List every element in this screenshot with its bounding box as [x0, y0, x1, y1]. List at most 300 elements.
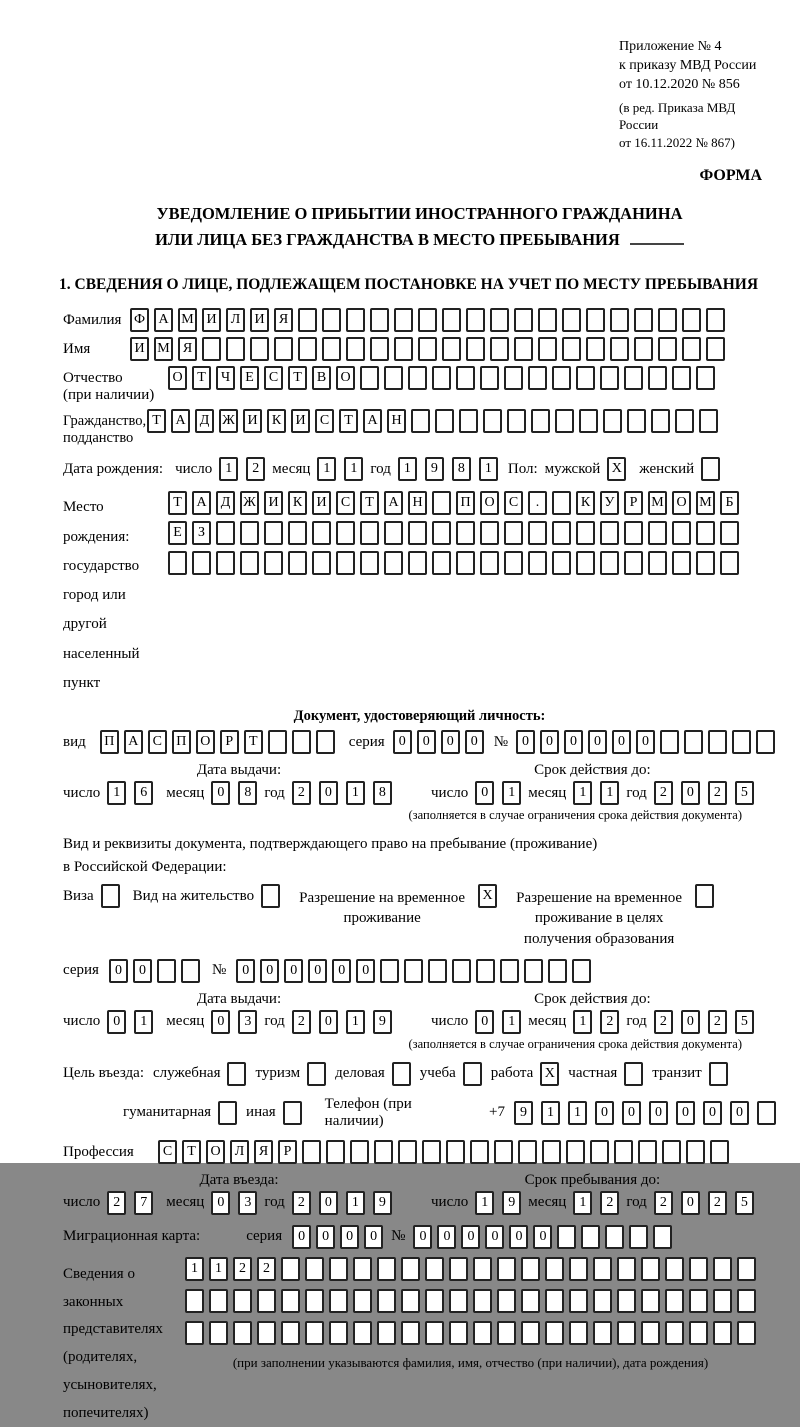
char-cell[interactable]: 0 [516, 730, 535, 754]
char-cell[interactable] [617, 1289, 636, 1313]
purpose-other-checkbox[interactable] [283, 1101, 302, 1125]
char-cell[interactable] [257, 1321, 276, 1345]
char-cell[interactable] [627, 409, 646, 433]
char-cell[interactable] [552, 521, 571, 545]
char-cell[interactable]: 0 [475, 1010, 494, 1034]
char-cell[interactable] [216, 521, 235, 545]
char-cell[interactable] [528, 551, 547, 575]
char-cell[interactable] [521, 1289, 540, 1313]
char-cell[interactable] [257, 1289, 276, 1313]
char-cell[interactable] [531, 409, 550, 433]
char-cell[interactable] [593, 1321, 612, 1345]
char-cell[interactable]: Т [244, 730, 263, 754]
char-cell[interactable] [720, 551, 739, 575]
char-cell[interactable]: 0 [211, 781, 230, 805]
char-cell[interactable] [329, 1257, 348, 1281]
char-cell[interactable]: 0 [417, 730, 436, 754]
char-cell[interactable] [624, 366, 643, 390]
char-cell[interactable]: 0 [260, 959, 279, 983]
char-cell[interactable] [353, 1321, 372, 1345]
char-cell[interactable] [638, 1140, 657, 1164]
char-cell[interactable] [699, 409, 718, 433]
char-cell[interactable]: 1 [573, 1191, 592, 1215]
char-cell[interactable]: 1 [475, 1191, 494, 1215]
char-cell[interactable] [432, 521, 451, 545]
char-cell[interactable] [497, 1289, 516, 1313]
char-cell[interactable] [305, 1321, 324, 1345]
char-cell[interactable]: 8 [238, 781, 257, 805]
char-cell[interactable]: В [312, 366, 331, 390]
char-cell[interactable] [449, 1289, 468, 1313]
char-cell[interactable] [528, 366, 547, 390]
char-cell[interactable] [648, 521, 667, 545]
char-cell[interactable]: 0 [107, 1010, 126, 1034]
char-cell[interactable]: Т [288, 366, 307, 390]
char-cell[interactable]: Я [178, 337, 197, 361]
char-cell[interactable] [380, 959, 399, 983]
char-cell[interactable]: Т [168, 491, 187, 515]
char-cell[interactable] [425, 1257, 444, 1281]
char-cell[interactable] [610, 308, 629, 332]
char-cell[interactable] [459, 409, 478, 433]
char-cell[interactable]: И [291, 409, 310, 433]
char-cell[interactable] [360, 551, 379, 575]
char-cell[interactable] [274, 337, 293, 361]
char-cell[interactable]: 0 [588, 730, 607, 754]
char-cell[interactable] [480, 551, 499, 575]
char-cell[interactable]: К [576, 491, 595, 515]
purpose-tourism-checkbox[interactable] [307, 1062, 326, 1086]
char-cell[interactable] [605, 1225, 624, 1249]
char-cell[interactable] [233, 1321, 252, 1345]
char-cell[interactable] [466, 337, 485, 361]
char-cell[interactable]: 6 [134, 781, 153, 805]
char-cell[interactable]: Е [168, 521, 187, 545]
char-cell[interactable]: О [206, 1140, 225, 1164]
char-cell[interactable] [614, 1140, 633, 1164]
char-cell[interactable] [425, 1289, 444, 1313]
char-cell[interactable] [298, 308, 317, 332]
char-cell[interactable] [552, 366, 571, 390]
char-cell[interactable] [346, 337, 365, 361]
purpose-humanitarian-checkbox[interactable] [218, 1101, 237, 1125]
char-cell[interactable] [590, 1140, 609, 1164]
char-cell[interactable]: 1 [568, 1101, 587, 1125]
char-cell[interactable] [569, 1257, 588, 1281]
char-cell[interactable]: Б [720, 491, 739, 515]
char-cell[interactable]: 0 [332, 959, 351, 983]
char-cell[interactable] [576, 366, 595, 390]
char-cell[interactable]: 1 [346, 781, 365, 805]
char-cell[interactable]: О [672, 491, 691, 515]
char-cell[interactable]: Ж [240, 491, 259, 515]
char-cell[interactable] [665, 1289, 684, 1313]
char-cell[interactable]: 0 [133, 959, 152, 983]
char-cell[interactable]: 0 [461, 1225, 480, 1249]
char-cell[interactable]: И [250, 308, 269, 332]
char-cell[interactable] [710, 1140, 729, 1164]
char-cell[interactable]: 1 [346, 1010, 365, 1034]
char-cell[interactable] [298, 337, 317, 361]
char-cell[interactable]: 0 [364, 1225, 383, 1249]
char-cell[interactable]: 0 [211, 1010, 230, 1034]
char-cell[interactable]: 5 [735, 1191, 754, 1215]
char-cell[interactable]: Т [360, 491, 379, 515]
char-cell[interactable]: 0 [393, 730, 412, 754]
char-cell[interactable] [538, 337, 557, 361]
char-cell[interactable] [346, 308, 365, 332]
char-cell[interactable] [514, 308, 533, 332]
char-cell[interactable]: Е [240, 366, 259, 390]
char-cell[interactable] [545, 1289, 564, 1313]
purpose-private-checkbox[interactable] [624, 1062, 643, 1086]
char-cell[interactable]: Т [182, 1140, 201, 1164]
char-cell[interactable] [302, 1140, 321, 1164]
char-cell[interactable] [408, 521, 427, 545]
char-cell[interactable]: О [336, 366, 355, 390]
char-cell[interactable] [572, 959, 591, 983]
char-cell[interactable] [466, 308, 485, 332]
char-cell[interactable]: Р [624, 491, 643, 515]
char-cell[interactable]: 0 [564, 730, 583, 754]
char-cell[interactable]: 0 [730, 1101, 749, 1125]
char-cell[interactable]: П [100, 730, 119, 754]
char-cell[interactable]: 0 [612, 730, 631, 754]
char-cell[interactable] [514, 337, 533, 361]
char-cell[interactable]: 1 [541, 1101, 560, 1125]
char-cell[interactable] [281, 1289, 300, 1313]
char-cell[interactable] [682, 337, 701, 361]
char-cell[interactable] [408, 551, 427, 575]
char-cell[interactable] [665, 1321, 684, 1345]
char-cell[interactable]: 8 [373, 781, 392, 805]
char-cell[interactable] [240, 551, 259, 575]
char-cell[interactable]: М [696, 491, 715, 515]
char-cell[interactable] [185, 1289, 204, 1313]
char-cell[interactable] [370, 308, 389, 332]
char-cell[interactable] [593, 1257, 612, 1281]
char-cell[interactable] [476, 959, 495, 983]
char-cell[interactable]: Ф [130, 308, 149, 332]
char-cell[interactable] [264, 521, 283, 545]
char-cell[interactable]: 9 [425, 457, 444, 481]
char-cell[interactable]: А [363, 409, 382, 433]
char-cell[interactable] [504, 551, 523, 575]
char-cell[interactable] [336, 551, 355, 575]
char-cell[interactable] [432, 491, 451, 515]
char-cell[interactable] [329, 1289, 348, 1313]
char-cell[interactable] [689, 1321, 708, 1345]
char-cell[interactable]: Я [274, 308, 293, 332]
char-cell[interactable] [480, 366, 499, 390]
char-cell[interactable] [329, 1321, 348, 1345]
char-cell[interactable] [398, 1140, 417, 1164]
char-cell[interactable] [377, 1321, 396, 1345]
char-cell[interactable] [408, 366, 427, 390]
char-cell[interactable] [651, 409, 670, 433]
char-cell[interactable]: 9 [373, 1010, 392, 1034]
temp-residence-education-checkbox[interactable] [695, 884, 714, 908]
purpose-official-checkbox[interactable] [227, 1062, 246, 1086]
char-cell[interactable] [576, 551, 595, 575]
char-cell[interactable] [682, 308, 701, 332]
char-cell[interactable]: Т [192, 366, 211, 390]
char-cell[interactable] [720, 521, 739, 545]
char-cell[interactable]: М [648, 491, 667, 515]
char-cell[interactable] [528, 521, 547, 545]
char-cell[interactable]: 1 [107, 781, 126, 805]
temp-residence-checkbox[interactable]: X [478, 884, 497, 908]
char-cell[interactable] [292, 730, 311, 754]
char-cell[interactable] [394, 308, 413, 332]
char-cell[interactable] [629, 1225, 648, 1249]
char-cell[interactable]: 0 [236, 959, 255, 983]
purpose-study-checkbox[interactable] [463, 1062, 482, 1086]
char-cell[interactable] [360, 521, 379, 545]
char-cell[interactable]: 0 [681, 1191, 700, 1215]
char-cell[interactable] [473, 1321, 492, 1345]
sex-male-checkbox[interactable]: X [607, 457, 626, 481]
char-cell[interactable]: С [336, 491, 355, 515]
char-cell[interactable] [641, 1289, 660, 1313]
char-cell[interactable]: 0 [540, 730, 559, 754]
char-cell[interactable] [634, 308, 653, 332]
char-cell[interactable]: Л [226, 308, 245, 332]
char-cell[interactable] [452, 959, 471, 983]
char-cell[interactable] [756, 730, 775, 754]
char-cell[interactable] [569, 1289, 588, 1313]
char-cell[interactable]: 1 [502, 1010, 521, 1034]
char-cell[interactable] [675, 409, 694, 433]
char-cell[interactable] [555, 409, 574, 433]
char-cell[interactable] [569, 1321, 588, 1345]
char-cell[interactable]: 0 [636, 730, 655, 754]
char-cell[interactable] [548, 959, 567, 983]
char-cell[interactable]: 0 [649, 1101, 668, 1125]
char-cell[interactable]: А [124, 730, 143, 754]
char-cell[interactable] [557, 1225, 576, 1249]
char-cell[interactable] [600, 551, 619, 575]
sex-female-checkbox[interactable] [701, 457, 720, 481]
char-cell[interactable] [240, 521, 259, 545]
char-cell[interactable] [384, 551, 403, 575]
char-cell[interactable] [401, 1289, 420, 1313]
char-cell[interactable]: 2 [654, 1010, 673, 1034]
char-cell[interactable]: Н [408, 491, 427, 515]
char-cell[interactable]: С [504, 491, 523, 515]
char-cell[interactable]: У [600, 491, 619, 515]
char-cell[interactable] [576, 521, 595, 545]
char-cell[interactable]: Ч [216, 366, 235, 390]
char-cell[interactable] [456, 366, 475, 390]
char-cell[interactable]: 0 [622, 1101, 641, 1125]
char-cell[interactable]: 0 [681, 1010, 700, 1034]
char-cell[interactable]: О [168, 366, 187, 390]
char-cell[interactable] [157, 959, 176, 983]
char-cell[interactable]: 1 [134, 1010, 153, 1034]
char-cell[interactable] [562, 337, 581, 361]
visa-checkbox[interactable] [101, 884, 120, 908]
char-cell[interactable]: П [456, 491, 475, 515]
char-cell[interactable]: А [192, 491, 211, 515]
char-cell[interactable]: 1 [573, 781, 592, 805]
char-cell[interactable] [653, 1225, 672, 1249]
char-cell[interactable] [737, 1257, 756, 1281]
char-cell[interactable]: 2 [708, 1191, 727, 1215]
char-cell[interactable] [360, 366, 379, 390]
char-cell[interactable] [757, 1101, 776, 1125]
char-cell[interactable]: О [196, 730, 215, 754]
char-cell[interactable]: 1 [344, 457, 363, 481]
char-cell[interactable] [660, 730, 679, 754]
char-cell[interactable]: 1 [398, 457, 417, 481]
purpose-business-checkbox[interactable] [392, 1062, 411, 1086]
char-cell[interactable] [706, 337, 725, 361]
char-cell[interactable] [504, 521, 523, 545]
char-cell[interactable]: С [315, 409, 334, 433]
char-cell[interactable] [617, 1321, 636, 1345]
char-cell[interactable]: 1 [219, 457, 238, 481]
char-cell[interactable] [336, 521, 355, 545]
char-cell[interactable]: К [288, 491, 307, 515]
char-cell[interactable]: 2 [107, 1191, 126, 1215]
char-cell[interactable] [250, 337, 269, 361]
char-cell[interactable] [706, 308, 725, 332]
char-cell[interactable]: 5 [735, 1010, 754, 1034]
char-cell[interactable]: 0 [319, 1191, 338, 1215]
char-cell[interactable]: 0 [109, 959, 128, 983]
char-cell[interactable]: 2 [233, 1257, 252, 1281]
char-cell[interactable] [524, 959, 543, 983]
char-cell[interactable] [483, 409, 502, 433]
char-cell[interactable]: И [202, 308, 221, 332]
char-cell[interactable] [662, 1140, 681, 1164]
char-cell[interactable]: С [148, 730, 167, 754]
char-cell[interactable]: 8 [452, 457, 471, 481]
char-cell[interactable] [425, 1321, 444, 1345]
char-cell[interactable] [449, 1257, 468, 1281]
char-cell[interactable] [384, 366, 403, 390]
char-cell[interactable] [737, 1321, 756, 1345]
char-cell[interactable] [713, 1289, 732, 1313]
char-cell[interactable]: 0 [319, 781, 338, 805]
char-cell[interactable]: 2 [708, 1010, 727, 1034]
char-cell[interactable] [545, 1257, 564, 1281]
char-cell[interactable] [732, 730, 751, 754]
char-cell[interactable]: 0 [319, 1010, 338, 1034]
char-cell[interactable] [480, 521, 499, 545]
char-cell[interactable] [579, 409, 598, 433]
char-cell[interactable] [672, 551, 691, 575]
char-cell[interactable] [422, 1140, 441, 1164]
char-cell[interactable] [401, 1321, 420, 1345]
char-cell[interactable] [497, 1257, 516, 1281]
char-cell[interactable] [696, 521, 715, 545]
char-cell[interactable]: 1 [600, 781, 619, 805]
char-cell[interactable] [648, 551, 667, 575]
char-cell[interactable] [708, 730, 727, 754]
char-cell[interactable]: И [312, 491, 331, 515]
char-cell[interactable] [603, 409, 622, 433]
char-cell[interactable] [353, 1289, 372, 1313]
char-cell[interactable]: 2 [246, 457, 265, 481]
char-cell[interactable]: 0 [292, 1225, 311, 1249]
char-cell[interactable] [456, 551, 475, 575]
char-cell[interactable] [168, 551, 187, 575]
char-cell[interactable] [394, 337, 413, 361]
char-cell[interactable]: 0 [509, 1225, 528, 1249]
char-cell[interactable]: 0 [465, 730, 484, 754]
char-cell[interactable]: 2 [654, 781, 673, 805]
char-cell[interactable] [192, 551, 211, 575]
char-cell[interactable] [281, 1321, 300, 1345]
char-cell[interactable] [418, 337, 437, 361]
char-cell[interactable] [600, 366, 619, 390]
char-cell[interactable] [209, 1321, 228, 1345]
char-cell[interactable] [377, 1257, 396, 1281]
char-cell[interactable] [428, 959, 447, 983]
char-cell[interactable] [689, 1289, 708, 1313]
char-cell[interactable] [209, 1289, 228, 1313]
char-cell[interactable]: 0 [676, 1101, 695, 1125]
char-cell[interactable]: А [171, 409, 190, 433]
char-cell[interactable]: 0 [413, 1225, 432, 1249]
char-cell[interactable] [684, 730, 703, 754]
char-cell[interactable] [305, 1257, 324, 1281]
char-cell[interactable] [672, 521, 691, 545]
char-cell[interactable] [696, 366, 715, 390]
char-cell[interactable]: 1 [502, 781, 521, 805]
purpose-work-checkbox[interactable]: X [540, 1062, 559, 1086]
char-cell[interactable] [658, 308, 677, 332]
char-cell[interactable] [435, 409, 454, 433]
char-cell[interactable]: 2 [292, 1010, 311, 1034]
char-cell[interactable] [689, 1257, 708, 1281]
char-cell[interactable] [202, 337, 221, 361]
char-cell[interactable] [181, 959, 200, 983]
char-cell[interactable] [641, 1321, 660, 1345]
char-cell[interactable] [404, 959, 423, 983]
char-cell[interactable]: 0 [340, 1225, 359, 1249]
char-cell[interactable] [545, 1321, 564, 1345]
char-cell[interactable]: Т [339, 409, 358, 433]
char-cell[interactable]: 0 [437, 1225, 456, 1249]
char-cell[interactable] [521, 1321, 540, 1345]
char-cell[interactable]: П [172, 730, 191, 754]
char-cell[interactable] [641, 1257, 660, 1281]
char-cell[interactable] [384, 521, 403, 545]
char-cell[interactable]: Д [216, 491, 235, 515]
char-cell[interactable]: И [243, 409, 262, 433]
char-cell[interactable]: Р [278, 1140, 297, 1164]
char-cell[interactable] [233, 1289, 252, 1313]
char-cell[interactable]: А [154, 308, 173, 332]
char-cell[interactable] [418, 308, 437, 332]
char-cell[interactable] [322, 308, 341, 332]
char-cell[interactable] [264, 551, 283, 575]
char-cell[interactable]: 2 [708, 781, 727, 805]
char-cell[interactable]: 1 [317, 457, 336, 481]
char-cell[interactable] [401, 1257, 420, 1281]
char-cell[interactable] [562, 308, 581, 332]
char-cell[interactable] [442, 337, 461, 361]
char-cell[interactable] [456, 521, 475, 545]
char-cell[interactable]: 0 [485, 1225, 504, 1249]
char-cell[interactable]: 2 [292, 781, 311, 805]
residence-permit-checkbox[interactable] [261, 884, 280, 908]
char-cell[interactable]: 9 [514, 1101, 533, 1125]
char-cell[interactable] [370, 337, 389, 361]
